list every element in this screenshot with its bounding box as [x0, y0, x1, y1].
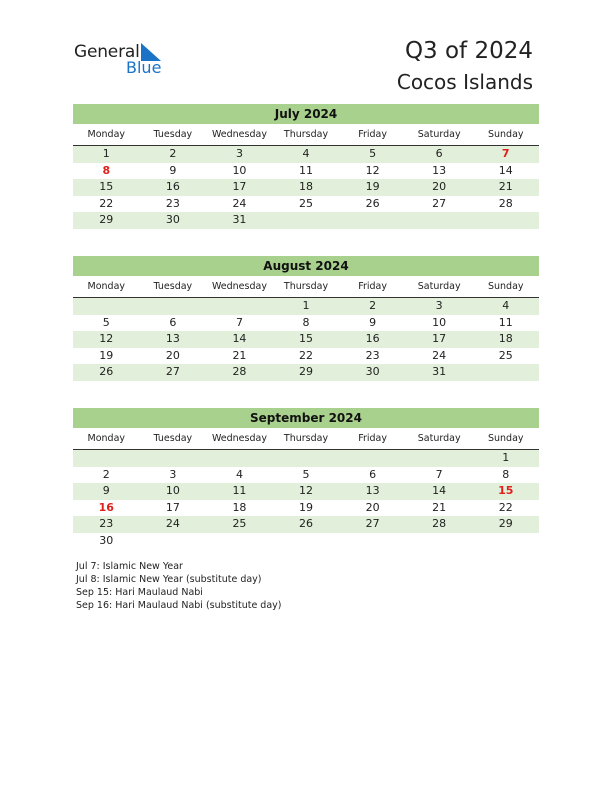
- week-row: [73, 348, 539, 365]
- weekday-label: Wednesday: [211, 281, 267, 292]
- day-cell: 7: [501, 147, 510, 160]
- empty-day-cell: [206, 533, 273, 550]
- empty-day-cell: [73, 450, 140, 467]
- day-cell: 10: [432, 315, 447, 329]
- logo-blue-text: Blue: [126, 58, 162, 77]
- day-cell: 3: [235, 147, 243, 160]
- day-cell: 23: [99, 517, 114, 530]
- weekday-label: Tuesday: [153, 281, 193, 292]
- day-cell: 25: [299, 196, 314, 210]
- day-cell: 30: [165, 213, 180, 226]
- page-title: Q3 of 2024: [404, 38, 533, 64]
- empty-day-cell: [472, 364, 539, 381]
- day-cell: 9: [369, 315, 377, 329]
- month-title: August 2024: [73, 256, 539, 276]
- empty-day-cell: [206, 298, 273, 315]
- day-cell: 5: [369, 147, 377, 160]
- day-cell: 28: [232, 365, 247, 378]
- day-cell: 5: [302, 467, 310, 481]
- empty-day-cell: [140, 533, 207, 550]
- empty-day-cell: [339, 533, 406, 550]
- day-cell: 15: [99, 180, 114, 193]
- day-cell: 22: [99, 196, 114, 210]
- empty-day-cell: [406, 212, 473, 229]
- weekday-label: Wednesday: [211, 129, 267, 140]
- week-row: [73, 450, 539, 467]
- week-row: [73, 146, 539, 163]
- day-cell: 16: [98, 500, 114, 514]
- weekday-label: Friday: [358, 129, 387, 140]
- day-cell: 13: [165, 332, 180, 345]
- week-row: [73, 483, 539, 500]
- empty-day-cell: [406, 450, 473, 467]
- week-row: [73, 500, 539, 517]
- week-row: [73, 298, 539, 315]
- weekday-label: Thursday: [283, 129, 329, 140]
- day-cell: 8: [502, 467, 510, 481]
- day-cell: 2: [102, 467, 110, 481]
- day-cell: 21: [498, 180, 513, 193]
- holiday-note: Jul 7: Islamic New Year: [76, 561, 183, 572]
- day-cell: 26: [365, 196, 380, 210]
- day-cell: 19: [299, 500, 314, 514]
- day-cell: 6: [169, 315, 177, 329]
- day-cell: 2: [369, 299, 377, 312]
- day-cell: 4: [235, 467, 243, 481]
- day-cell: 16: [365, 332, 380, 345]
- month-calendar-august: [73, 256, 539, 381]
- empty-day-cell: [339, 212, 406, 229]
- weekday-label: Saturday: [417, 129, 461, 140]
- day-cell: 25: [232, 517, 247, 530]
- day-cell: 29: [498, 517, 513, 530]
- week-row: [73, 179, 539, 196]
- day-cell: 31: [432, 365, 447, 378]
- day-cell: 17: [232, 180, 247, 193]
- week-row: [73, 196, 539, 213]
- day-cell: 29: [99, 213, 114, 226]
- day-cell: 4: [302, 147, 310, 160]
- day-cell: 7: [435, 467, 443, 481]
- empty-day-cell: [406, 533, 473, 550]
- weekday-header-row: [73, 128, 539, 146]
- day-cell: 21: [432, 500, 447, 514]
- day-cell: 18: [299, 180, 314, 193]
- day-cell: 17: [432, 332, 447, 345]
- day-cell: 10: [165, 484, 180, 497]
- day-cell: 16: [165, 180, 180, 193]
- day-cell: 22: [498, 500, 513, 514]
- day-cell: 27: [365, 517, 380, 530]
- day-cell: 6: [369, 467, 377, 481]
- day-cell: 20: [365, 500, 380, 514]
- empty-day-cell: [273, 212, 340, 229]
- day-cell: 28: [498, 196, 513, 210]
- day-cell: 2: [169, 147, 177, 160]
- holiday-note: Sep 15: Hari Maulaud Nabi: [76, 587, 203, 598]
- weekday-label: Saturday: [417, 433, 461, 444]
- day-cell: 9: [169, 163, 177, 177]
- empty-day-cell: [140, 450, 207, 467]
- weekday-label: Friday: [358, 281, 387, 292]
- holiday-note: Jul 8: Islamic New Year (substitute day): [76, 574, 262, 585]
- day-cell: 15: [498, 484, 514, 497]
- day-cell: 27: [165, 365, 180, 378]
- week-row: [73, 331, 539, 348]
- day-cell: 25: [498, 348, 513, 362]
- week-row: [73, 315, 539, 332]
- day-cell: 14: [498, 163, 513, 177]
- day-cell: 30: [99, 533, 114, 547]
- holiday-note: Sep 16: Hari Maulaud Nabi (substitute day): [76, 600, 282, 611]
- day-cell: 24: [232, 196, 247, 210]
- day-cell: 19: [365, 180, 380, 193]
- week-row: [73, 163, 539, 180]
- weekday-label: Monday: [87, 433, 126, 444]
- weekday-label: Thursday: [283, 281, 329, 292]
- holiday-notes: [76, 560, 282, 612]
- empty-day-cell: [339, 450, 406, 467]
- empty-day-cell: [273, 450, 340, 467]
- day-cell: 24: [432, 348, 447, 362]
- day-cell: 13: [432, 163, 447, 177]
- weekday-label: Tuesday: [153, 433, 193, 444]
- weekday-label: Sunday: [487, 433, 524, 444]
- day-cell: 3: [435, 299, 443, 312]
- weekday-header-row: [73, 280, 539, 298]
- day-cell: 11: [498, 315, 513, 329]
- logo-general-text: General: [74, 42, 140, 62]
- empty-day-cell: [140, 298, 207, 315]
- week-row: [73, 516, 539, 533]
- day-cell: 1: [502, 451, 510, 464]
- weekday-label: Sunday: [487, 281, 524, 292]
- empty-day-cell: [472, 212, 539, 229]
- weekday-label: Tuesday: [153, 129, 193, 140]
- day-cell: 12: [99, 332, 114, 345]
- empty-day-cell: [206, 450, 273, 467]
- day-cell: 12: [299, 484, 314, 497]
- day-cell: 14: [432, 484, 447, 497]
- day-cell: 19: [99, 348, 114, 362]
- day-cell: 9: [102, 484, 110, 497]
- week-row: [73, 212, 539, 229]
- empty-day-cell: [273, 533, 340, 550]
- day-cell: 29: [299, 365, 314, 378]
- empty-day-cell: [73, 298, 140, 315]
- day-cell: 26: [99, 365, 114, 378]
- day-cell: 20: [432, 180, 447, 193]
- day-cell: 30: [365, 365, 380, 378]
- day-cell: 21: [232, 348, 247, 362]
- month-calendar-july: [73, 104, 539, 229]
- day-cell: 15: [299, 332, 314, 345]
- day-cell: 8: [102, 163, 111, 177]
- day-cell: 23: [365, 348, 380, 362]
- weekday-label: Wednesday: [211, 433, 267, 444]
- day-cell: 5: [102, 315, 110, 329]
- day-cell: 31: [232, 213, 247, 226]
- month-calendar-september: [73, 408, 539, 549]
- day-cell: 12: [365, 163, 380, 177]
- month-title: September 2024: [73, 408, 539, 428]
- week-row: [73, 533, 539, 550]
- day-cell: 14: [232, 332, 247, 345]
- day-cell: 8: [302, 315, 310, 329]
- day-cell: 10: [232, 163, 247, 177]
- weekday-label: Sunday: [487, 129, 524, 140]
- day-cell: 1: [302, 299, 310, 312]
- day-cell: 6: [435, 147, 443, 160]
- weekday-label: Monday: [87, 281, 126, 292]
- page-subtitle: Cocos Islands: [396, 70, 533, 94]
- day-cell: 23: [165, 196, 180, 210]
- day-cell: 24: [165, 517, 180, 530]
- day-cell: 27: [432, 196, 447, 210]
- weekday-label: Thursday: [283, 433, 329, 444]
- day-cell: 13: [365, 484, 380, 497]
- day-cell: 7: [235, 315, 243, 329]
- empty-day-cell: [472, 533, 539, 550]
- day-cell: 26: [299, 517, 314, 530]
- month-title: July 2024: [73, 104, 539, 124]
- day-cell: 3: [169, 467, 177, 481]
- week-row: [73, 364, 539, 381]
- week-row: [73, 467, 539, 484]
- day-cell: 4: [502, 299, 510, 312]
- day-cell: 17: [165, 500, 180, 514]
- weekday-label: Friday: [358, 433, 387, 444]
- day-cell: 11: [232, 484, 247, 497]
- weekday-label: Saturday: [417, 281, 461, 292]
- logo: [74, 42, 174, 82]
- day-cell: 22: [299, 348, 314, 362]
- day-cell: 18: [498, 332, 513, 345]
- weekday-header-row: [73, 432, 539, 450]
- day-cell: 11: [299, 163, 314, 177]
- day-cell: 18: [232, 500, 247, 514]
- day-cell: 28: [432, 517, 447, 530]
- weekday-label: Monday: [87, 129, 126, 140]
- day-cell: 20: [165, 348, 180, 362]
- day-cell: 1: [102, 147, 110, 160]
